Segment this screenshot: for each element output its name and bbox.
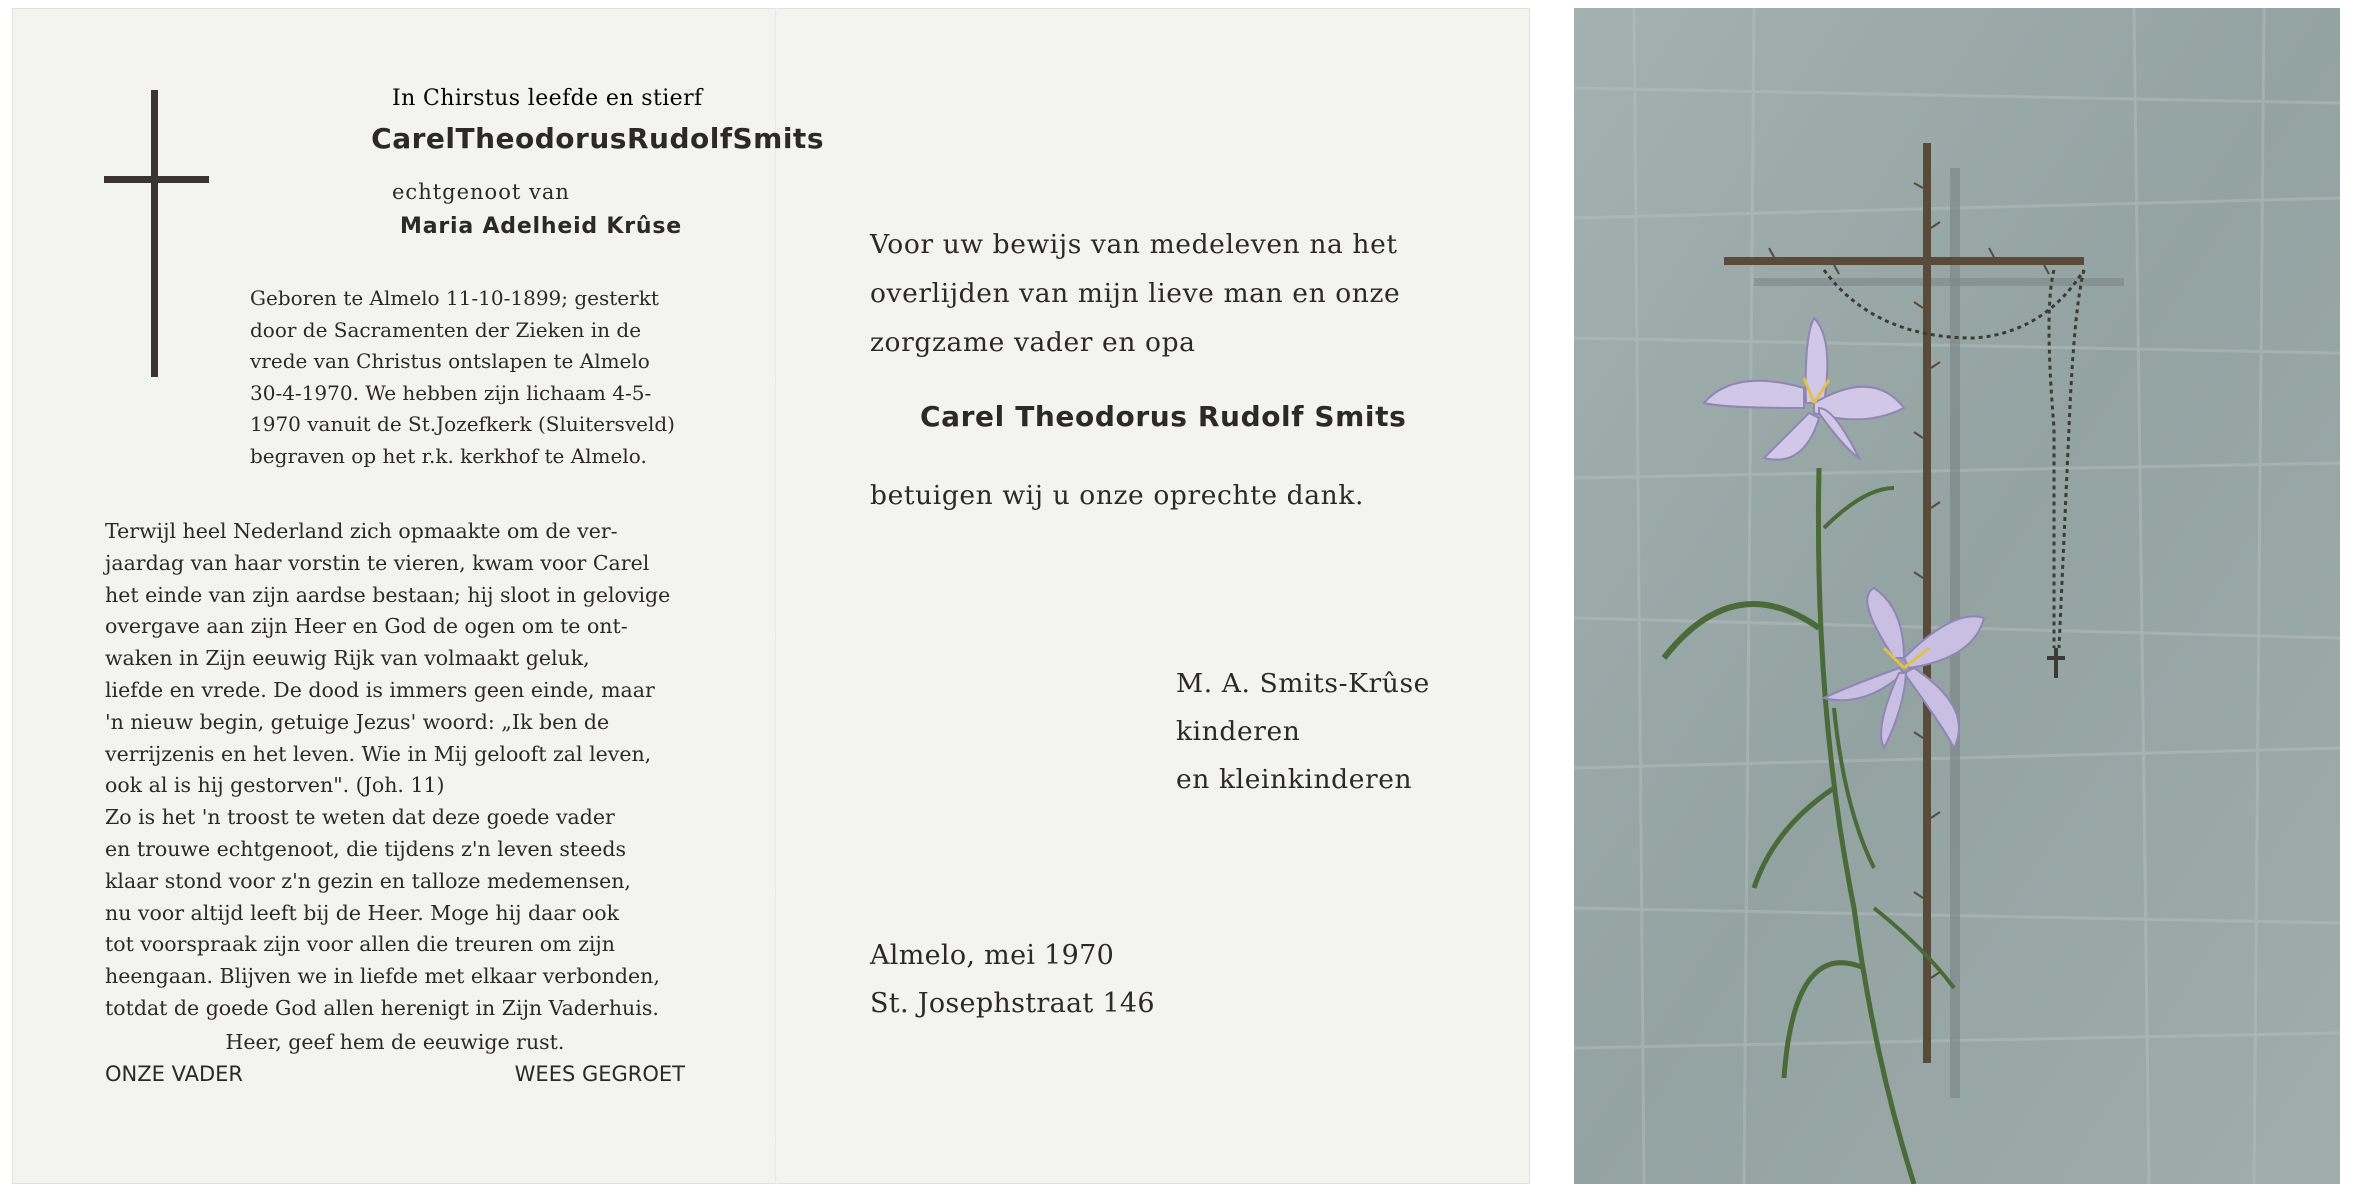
lily-cross-painting	[1574, 8, 2340, 1184]
text-line: Terwijl heel Nederland zich opmaakte om de ver-	[105, 519, 618, 543]
text-line: en trouwe echtgenoot, die tijdens z'n leven steeds	[105, 836, 627, 861]
thanks-text	[870, 220, 1452, 367]
thanks-line: overlijden van mijn lieve man en onze	[870, 278, 1401, 309]
text-line: overgave aan zijn Heer en God de ogen om te ont-	[105, 614, 628, 639]
text-line: 'n nieuw begin, getuige Jezus' woord: „Ik ben de	[105, 709, 610, 734]
text-line: klaar stond voor z'n gezin en talloze medemensen,	[105, 868, 631, 893]
birth-line: Geboren te Almelo 11-10-1899; gesterkt	[250, 286, 659, 310]
birth-text	[250, 283, 682, 473]
text-line: liefde en vrede. De dood is immers geen einde, maar	[105, 677, 655, 702]
birth-line: vrede van Christus ontslapen te Almelo	[250, 349, 650, 374]
prayer-hail-mary: WEES GEGROET	[514, 1062, 685, 1086]
place-and-address	[870, 932, 1155, 1028]
birth-line: 1970 vanuit de St.Jozefkerk (Sluitersveld)	[250, 412, 675, 437]
signer-line: M. A. Smits-Krûse	[1176, 668, 1430, 699]
spouse-name: Maria Adelheid Krûse	[400, 214, 682, 239]
signer-line: en kleinkinderen	[1176, 764, 1413, 795]
address: St. Josephstraat 146	[870, 988, 1155, 1019]
memorial-text	[105, 516, 685, 1025]
prayer-our-father: ONZE VADER	[105, 1062, 243, 1086]
text-line: jaardag van haar vorstin te vieren, kwam voor Carel	[105, 550, 650, 575]
eternal-rest-line: Heer, geef hem de eeuwige rust.	[225, 1030, 565, 1054]
text-line: Zo is het 'n troost te weten dat deze goede vader	[105, 805, 615, 830]
card-fold	[775, 8, 777, 1184]
thanks-line: zorgzame vader en opa	[870, 327, 1196, 358]
text-line: ook al is hij gestorven". (Joh. 11)	[105, 773, 445, 798]
text-line: totdat de goede God allen herenigt in Zijn Vaderhuis.	[105, 995, 659, 1020]
birth-line: begraven op het r.k. kerkhof te Almelo.	[250, 443, 647, 468]
text-line: heengaan. Blijven we in liefde met elkaar verbonden,	[105, 964, 660, 989]
birth-line: 30-4-1970. We hebben zijn lichaam 4-5-	[250, 380, 652, 405]
birth-line: door de Sacramenten der Zieken in de	[250, 317, 642, 342]
spouse-of-label: echtgenoot van	[392, 180, 570, 204]
signer-line: kinderen	[1176, 716, 1301, 747]
text-line: tot voorspraak zijn voor allen die treuren om zijn	[105, 932, 615, 957]
thanks-closing: betuigen wij u onze oprechte dank.	[870, 480, 1364, 511]
text-line: het einde van zijn aardse bestaan; hij sloot in gelovige	[105, 582, 671, 607]
intro-text: In Chirstus leefde en stierf	[392, 86, 703, 111]
text-line: waken in Zijn eeuwig Rijk van volmaakt geluk,	[105, 646, 590, 671]
thanks-line: Voor uw bewijs van medeleven na het	[870, 229, 1398, 260]
place-date: Almelo, mei 1970	[870, 940, 1115, 971]
thanks-deceased-name: Carel Theodorus Rudolf Smits	[920, 400, 1407, 433]
text-line: nu voor altijd leeft bij de Heer. Moge hij daar ook	[105, 900, 620, 925]
text-line: verrijzenis en het leven. Wie in Mij gelooft zal leven,	[105, 741, 652, 766]
signers	[1176, 660, 1430, 804]
deceased-name: CarelTheodorusRudolfSmits	[371, 122, 824, 155]
